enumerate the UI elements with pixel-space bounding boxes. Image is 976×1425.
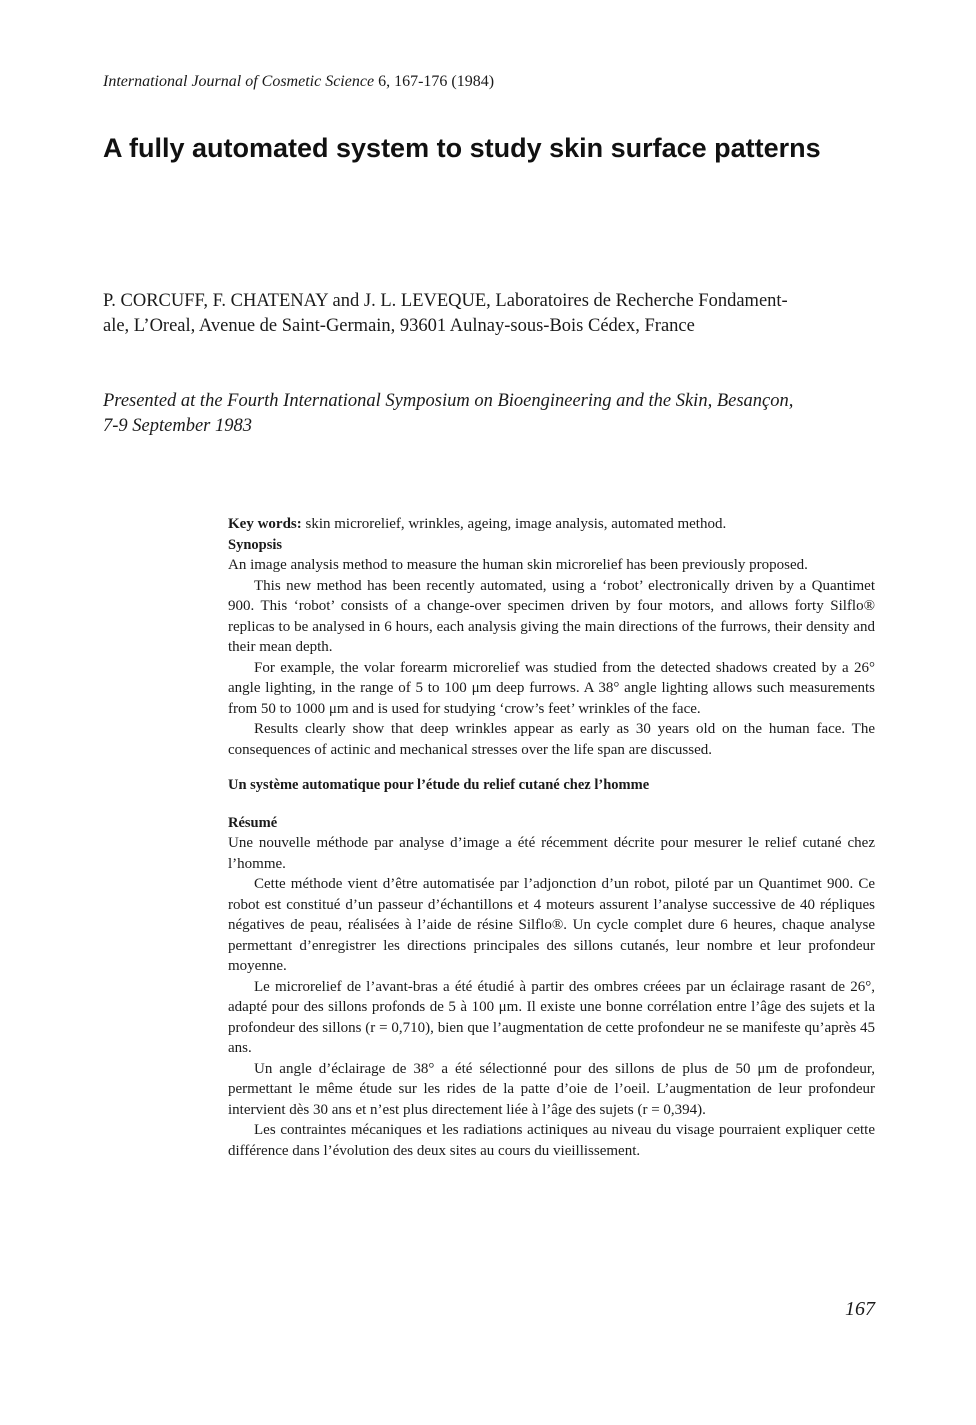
authors-line-1: P. CORCUFF, F. CHATENAY and J. L. LEVEQUE, Laboratoires de Recherche Fondament-: [103, 291, 788, 311]
synopsis-paragraph: For example, the volar forearm microrelief was studied from the detected shadows created by a 26° angle lighting, in the range of 5 to 100 μm deep furrows. A 38° angle lighting allows such measurements from 50 to 1000 μm and is used for studying ‘crow’s feet’ wrinkles of the face.: [228, 659, 875, 717]
synopsis-paragraph: This new method has been recently automated, using a ‘robot’ electronically driven by a Quantimet 900. This ‘robot’ consists of a change-over specimen driven by four motors, and allows forty Silflo® replicas to be analysed in 6 hours, each analysis giving the main directions of the furrows, their density and their mean depth.: [228, 577, 875, 655]
synopsis-paragraph: An image analysis method to measure the human skin microrelief has been previously proposed.: [228, 557, 808, 573]
page-number: 167: [845, 1298, 875, 1320]
journal-name: International Journal of Cosmetic Science: [103, 73, 375, 90]
article-title: A fully automated system to study skin surface patterns: [103, 133, 821, 163]
presented-line-2: 7-9 September 1983: [103, 416, 252, 436]
resume-heading: Résumé: [228, 814, 278, 831]
french-title: Un système automatique pour l’étude du relief cutané chez l’homme: [228, 777, 650, 793]
keywords-text: skin microrelief, wrinkles, ageing, image analysis, automated method.: [301, 516, 727, 532]
keywords: [228, 514, 875, 535]
authors-line-2: ale, L’Oreal, Avenue de Saint-Germain, 93601 Aulnay-sous-Bois Cédex, France: [103, 316, 695, 336]
synopsis-paragraph: Results clearly show that deep wrinkles appear as early as 30 years old on the human face. The consequences of actinic and mechanical stresses over the life span are discussed.: [228, 721, 875, 758]
presented-line-1: Presented at the Fourth International Symposium on Bioengineering and the Skin, Besançon,: [103, 391, 794, 411]
keywords-label: Key words:: [228, 516, 302, 532]
journal-citation: [103, 72, 494, 92]
journal-volume-pages: 6, 167-176 (1984): [374, 73, 495, 90]
resume-paragraph: Une nouvelle méthode par analyse d’image a été récemment décrite pour mesurer le relief cutané chez l’homme.: [228, 835, 875, 872]
resume-paragraph: Le microrelief de l’avant-bras a été étudié à partir des ombres créees par un éclairage rasant de 26°, adapté pour des sillons profonds de 5 à 100 μm. Il existe une bonne corrélation entre l’âge des sujets et la profondeur des sillons (r = 0,710), bien que l’augmentation de cette profondeur ne se manifeste qu’après 45 ans.: [228, 978, 875, 1056]
resume-paragraph: Cette méthode vient d’être automatisée par l’adjonction d’un robot, piloté par un Quantimet 900. Ce robot est constitué d’un passeur d’échantillons et 4 moteurs assurent l’analyse successive de 40 répliques négatives de peau, réalisées à l’aide de résine Silflo®. Un cycle complet dure 6 heures, chaque analyse permettant d’enregistrer les directions principales des sillons cutanés, leur nombre et leur profondeur moyenne.: [228, 876, 875, 974]
abstract-block: [228, 514, 875, 1161]
resume-paragraph: Les contraintes mécaniques et les radiations actiniques au niveau du visage pourraient expliquer cette différence dans l’évolution des deux sites au cours du vieillissement.: [228, 1122, 875, 1159]
presented-at: [103, 389, 883, 439]
authors-affiliation: [103, 289, 883, 339]
resume-paragraph: Un angle d’éclairage de 38° a été sélectionné pour des sillons de plus de 50 μm de profondeur, permettant le même étude sur les rides de la patte d’oie de l’oeil. L’augmentation de leur profondeur intervient dès 30 ans et n’est plus directement liée à l’âge des sujets (r = 0,394).: [228, 1060, 875, 1118]
synopsis-heading: Synopsis: [228, 536, 283, 553]
